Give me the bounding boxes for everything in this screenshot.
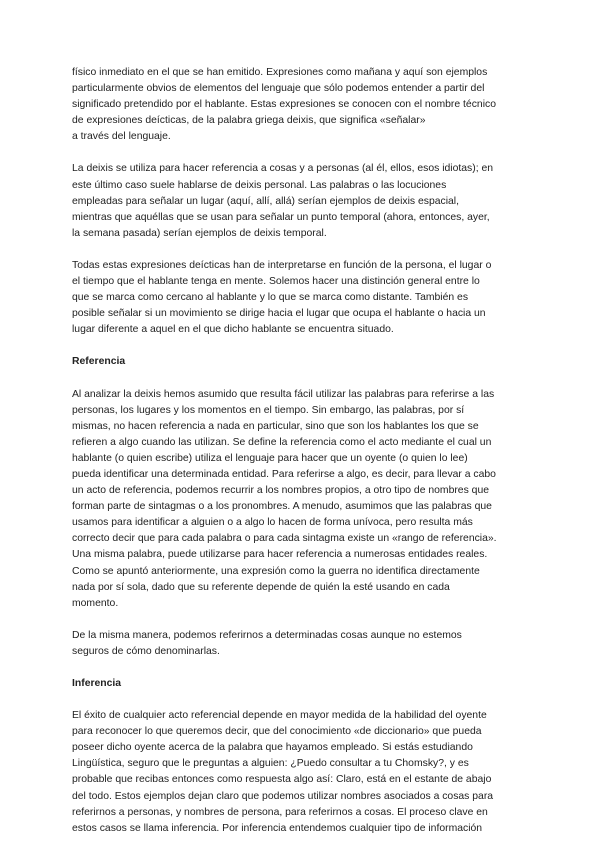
text-line: que se marca como cercano al hablante y lo que se marca como distante. También es [72,292,469,304]
text-line: Como se apuntó anteriormente, una expresión como la guerra no identifica directamente [72,565,480,577]
text-line: del todo. Estos ejemplos dejan claro que podemos utilizar nombres asociados a cosas para [72,790,494,802]
text-line: poseer dicho oyente acerca de la palabra que hayamos empleado. Si estás estudiando [72,742,473,754]
text-line: hablante (o quien escribe) utiliza el lenguaje para hacer que un oyente (o quien lo lee) [72,452,468,464]
text-line: El éxito de cualquier acto referencial depende en mayor medida de la habilidad del oyente [72,710,487,722]
text-line: para reconocer lo que queremos decir, que del conocimiento «de diccionario» que pueda [72,726,482,738]
text-line: La deixis se utiliza para hacer referencia a cosas y a personas (al él, ellos, esos idiotas); en [72,163,494,175]
text-line: Lingüística, seguro que le preguntas a alguien: ¿Puedo consultar a tu Chomsky?, y es [72,758,469,770]
text-line: a través del lenguaje. [72,131,171,143]
text-line: Una misma palabra, puede utilizarse para hacer referencia a numerosas entidades reales. [72,549,488,561]
text-line: estos casos se llama inferencia. Por inferencia entendemos cualquier tipo de información [72,822,483,834]
text-line: un acto de referencia, podemos recurrir a los nombres propios, a otro tipo de nombres que [72,485,490,497]
heading-referencia: Referencia [72,356,126,368]
heading-inferencia: Inferencia [72,678,122,689]
paragraph-deixis-types [72,161,528,241]
text-line: físico inmediato en el que se han emitido. Expresiones como mañana y aquí son ejemplos [72,67,488,78]
text-line: seguros de cómo denominarlas. [72,645,220,657]
text-line: forman parte de sintagmas o a los pronombres. A menudo, asumimos que las palabras que [72,501,492,513]
text-line: de expresiones deícticas, de la palabra griega deixis, que significa «señalar» [72,115,426,127]
text-line: el tiempo que el hablante tenga en mente. Solemos hacer una distinción general entre lo [72,276,480,288]
text-line: Todas estas expresiones deícticas han de interpretarse en función de la persona, el lugar o [72,259,492,271]
text-line: De la misma manera, podemos referirnos a determinadas cosas aunque no estemos [72,629,462,641]
text-line: mismas, no hacen referencia a nada en particular, sino que son los hablantes los que se [72,420,479,432]
text-line: particularmente obvios de elementos del lenguaje que sólo podemos entender a partir del [72,83,485,95]
text-line: referirnos a personas, y nombres de persona, para referirnos a cosas. El proceso clave en [72,806,488,818]
paragraph-referencia [72,387,528,612]
text-line: usamos para identificar a alguien o a algo lo hacen de forma unívoca, pero resulta más [72,517,473,529]
document-page [72,65,528,853]
text-line: momento. [72,597,119,609]
paragraph-deixis-intro [72,65,528,145]
text-line: empleadas para señalar un lugar (aquí, allí, allá) serían ejemplos de deixis espacial, [72,195,459,207]
text-line: posible señalar si un movimiento se dirige hacia el lugar que ocupa el hablante o hacia un [72,308,486,320]
paragraph-referencia-naming [72,628,528,660]
text-line: la semana pasada) serían ejemplos de deixis temporal. [72,227,327,239]
text-line: pueda identificar una determinada entidad. Para referirse a algo, es decir, para llevar a cabo [72,468,496,480]
text-line: este último caso suele hablarse de deixis personal. Las palabras o las locuciones [72,179,447,191]
text-line: lugar diferente a aquel en el que dicho hablante se encuentra situado. [72,324,394,336]
text-line: nada por sí sola, dado que su referente depende de quién la esté usando en cada [72,581,450,593]
paragraph-inferencia [72,708,528,837]
text-line: probable que recibas entonces como respuesta algo así: Claro, está en el estante de abajo [72,774,492,786]
text-line: refieren a algo cuando las utilizan. Se define la referencia como el acto mediante el cual un [72,436,492,448]
text-line: correcto decir que para cada palabra o para cada sintagma existe un «rango de referencia». [72,533,497,545]
text-line: Al analizar la deixis hemos asumido que resulta fácil utilizar las palabras para referirse a las [72,388,495,400]
text-line: mientras que aquéllas que se usan para señalar un punto temporal (ahora, entonces, ayer, [72,211,490,223]
text-line: significado pretendido por el hablante. Estas expresiones se conocen con el nombre técnico [72,99,496,111]
text-line: personas, los lugares y los momentos en el tiempo. Sin embargo, las palabras, por sí [72,404,465,416]
paragraph-deictic-interpretation [72,258,528,338]
